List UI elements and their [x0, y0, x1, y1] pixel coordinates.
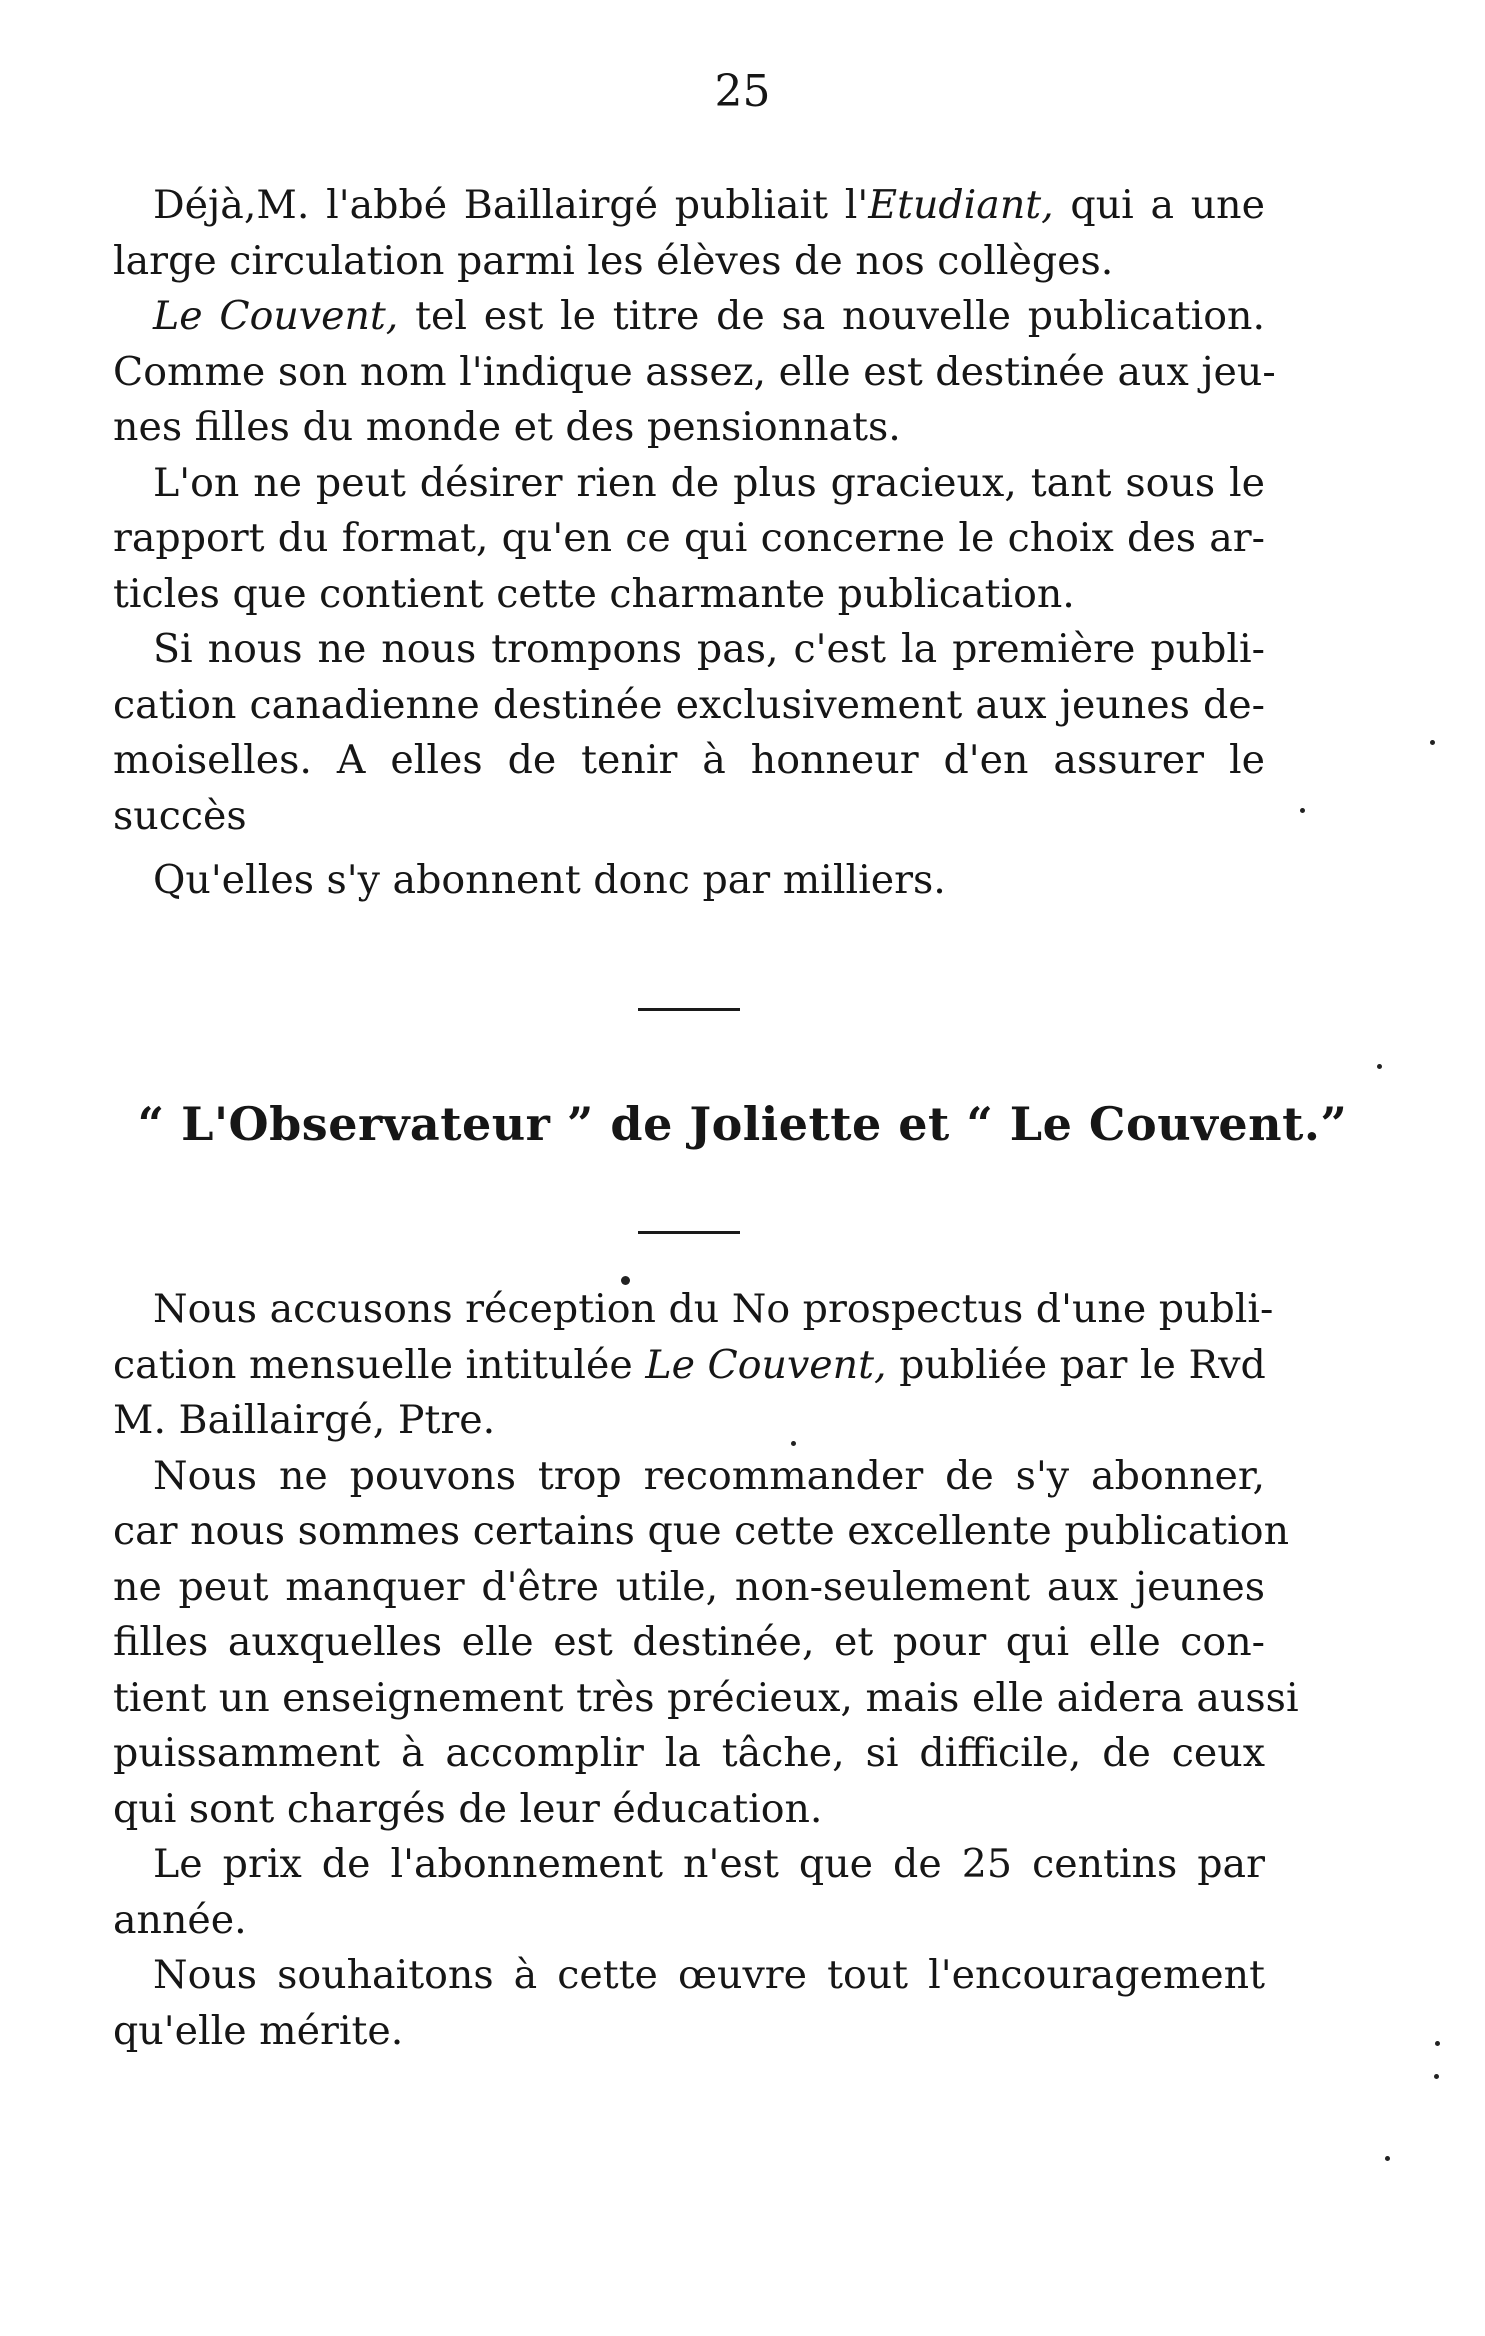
text-line: cation canadienne destinée exclusivement aux jeunes de- [113, 681, 1265, 728]
text-line: moiselles. A elles de tenir à honneur d'en assurer le [113, 737, 1265, 783]
page-number: 25 [714, 66, 771, 117]
scan-speck [1377, 1064, 1382, 1069]
text-line: tient un enseignement très précieux, mais elle aidera aussi [113, 1674, 1299, 1721]
text-line: Le prix de l'abonnement n'est que de 25 centins par [153, 1841, 1265, 1887]
scan-speck [791, 1441, 796, 1446]
divider-rule [638, 1231, 740, 1234]
scan-speck [1300, 808, 1305, 813]
text-line: Si nous ne nous trompons pas, c'est la première publi- [153, 626, 1265, 672]
text-line: filles auxquelles elle est destinée, et pour qui elle con- [113, 1619, 1265, 1665]
scan-speck [621, 1276, 630, 1285]
text-line: succès [113, 792, 247, 839]
text-line: ne peut manquer d'être utile, non-seulement aux jeunes [113, 1563, 1265, 1610]
text-line: Nous ne pouvons trop recommander de s'y abonner, [153, 1452, 1265, 1499]
italic-title: Etudiant, [868, 182, 1054, 228]
article-observateur [113, 1282, 1299, 2059]
scan-speck [1434, 2074, 1439, 2079]
scan-speck [1430, 740, 1435, 745]
text-line: L'on ne peut désirer rien de plus gracieux, tant sous le [153, 459, 1265, 506]
scan-speck [1435, 2041, 1440, 2046]
text-line: large circulation parmi les élèves de nos collèges. [113, 237, 1114, 284]
text-line: année. [113, 1896, 247, 1943]
italic-title: Le Couvent, [153, 293, 399, 339]
text-line: qu'elle mérite. [113, 2007, 404, 2054]
text-line: qui sont chargés de leur éducation. [113, 1785, 823, 1832]
text-line: Le Couvent, tel est le titre de sa nouvelle publication. [153, 293, 1266, 339]
section-heading: “ L'Observateur ” de Joliette et “ Le Couvent.” [137, 1097, 1348, 1151]
text-line: nes filles du monde et des pensionnats. [113, 404, 901, 450]
text-line: Comme son nom l'indique assez, elle est destinée aux jeu- [113, 348, 1276, 395]
text-line: rapport du format, qu'en ce qui concerne le choix des ar- [113, 515, 1265, 561]
text-line: puissamment à accomplir la tâche, si difficile, de ceux [113, 1730, 1265, 1776]
italic-title: Le Couvent, [645, 1341, 887, 1388]
text-line: cation mensuelle intitulée Le Couvent, publiée par le Rvd [113, 1341, 1266, 1388]
divider-rule [638, 1008, 740, 1011]
text-line: Déjà,M. l'abbé Baillairgé publiait l'Etudiant, qui a une [153, 182, 1265, 228]
text-line: M. Baillairgé, Ptre. [113, 1397, 496, 1443]
text-line: car nous sommes certains que cette excellente publication [113, 1508, 1290, 1554]
text-line: Nous accusons réception du No prospectus d'une publi- [153, 1286, 1274, 1332]
article-review-couvent [113, 178, 1276, 909]
text-line: Nous souhaitons à cette œuvre tout l'encouragement [153, 1952, 1265, 1998]
text-line: ticles que contient cette charmante publication. [113, 570, 1075, 617]
scan-speck [1385, 2156, 1390, 2161]
text-line: Qu'elles s'y abonnent donc par milliers. [153, 857, 946, 903]
